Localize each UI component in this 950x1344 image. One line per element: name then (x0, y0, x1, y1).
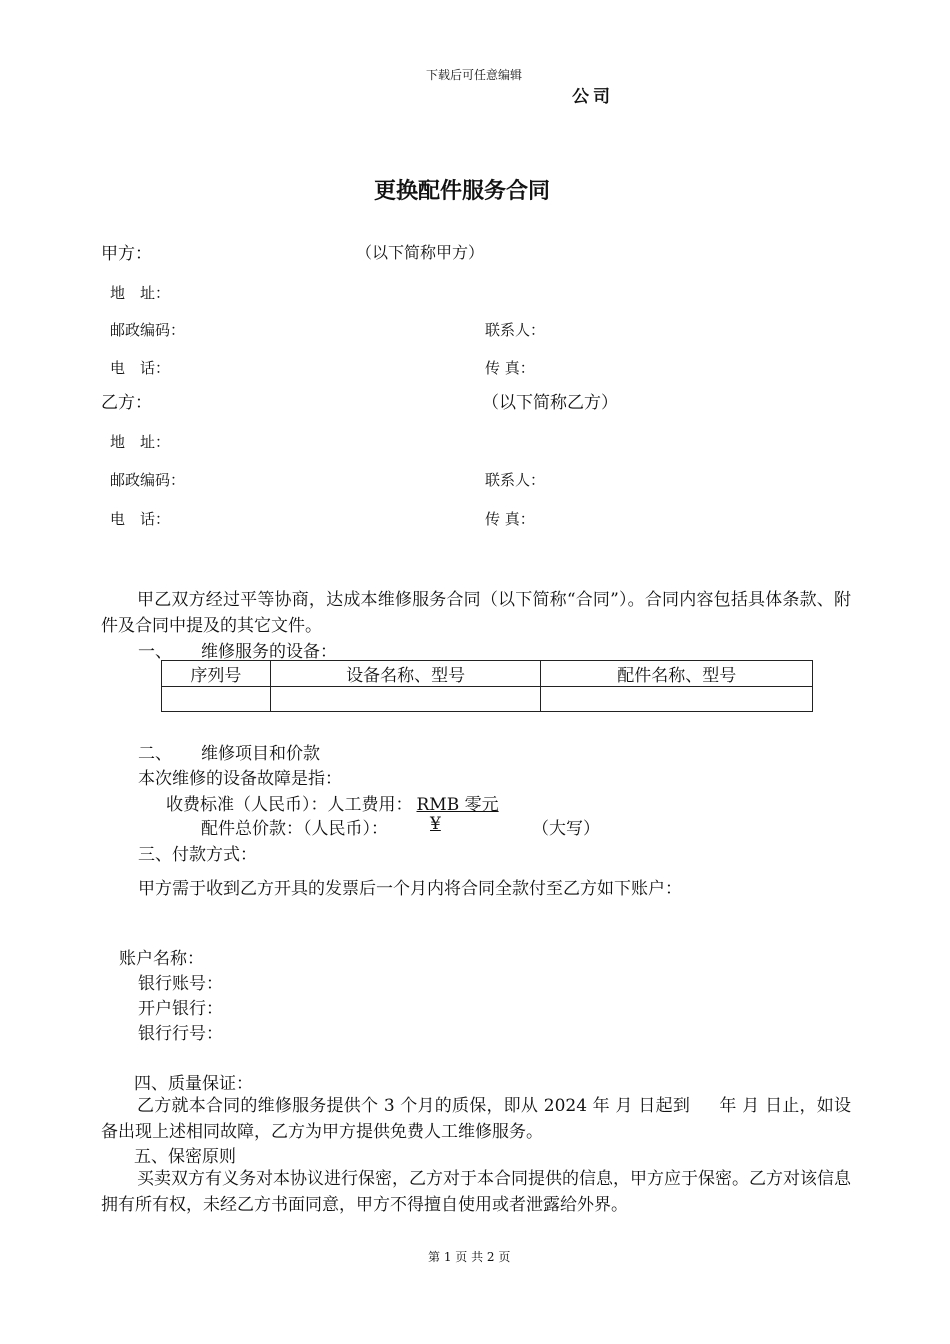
labor-fee-label: 收费标准（人民币）：人工费用： (166, 795, 413, 815)
table-row (162, 687, 813, 712)
table-header-cell: 设备名称、型号 (270, 661, 541, 687)
labor-fee-value: RMB 零元 (416, 795, 499, 815)
party-b-fax-label: 传 真： (485, 510, 535, 528)
party-a-postcode-label: 邮政编码： (110, 321, 186, 339)
party-a-address-label: 地 址： (110, 284, 171, 302)
party-b-alias: （以下简称乙方） (482, 393, 618, 413)
party-a-alias: （以下简称甲方） (356, 243, 485, 262)
page-footer: 第 1 页 共 2 页 (428, 1250, 511, 1264)
account-number-label: 银行账号： (138, 974, 223, 994)
table-cell (541, 687, 813, 712)
warranty-text-part2: 年 月 日止，如设备出现上述相同故障，乙方为甲方提供免费人工维修服务。 (101, 1096, 851, 1142)
bank-name-label: 开户银行： (138, 999, 223, 1019)
header-note: 下载后可任意编辑 (426, 68, 523, 82)
party-b-label: 乙方： (101, 393, 152, 413)
labor-fee-line (166, 790, 507, 815)
company-name: 公司 (572, 87, 614, 107)
party-a-phone-label: 电 话： (110, 359, 171, 377)
parts-price-label: 配件总价款：（人民币）： (201, 819, 388, 839)
warranty-text-part1: 乙方就本合同的维修服务提供个 3 个月的质保，即从 2024 年 月 日起到 (137, 1096, 696, 1116)
confidentiality-paragraph: 买卖双方有义务对本协议进行保密，乙方对于本合同提供的信息，甲方应于保密。乙方对该信息拥有所有权，未经乙方书面同意，甲方不得擅自使用或者泄露给外界。 (101, 1169, 851, 1215)
table-header-cell: 配件名称、型号 (541, 661, 813, 687)
section1-number: 一、 (138, 642, 172, 662)
section2-heading: 维修项目和价款 (201, 744, 320, 764)
table-header-cell: 序列号 (162, 661, 271, 687)
party-a-contact-label: 联系人： (485, 321, 546, 339)
party-b-address-label: 地 址： (110, 433, 171, 451)
section1-heading: 维修服务的设备： (201, 642, 337, 662)
party-a-label: 甲方： (101, 244, 152, 264)
equipment-table (161, 660, 813, 712)
party-a-fax-label: 传 真： (485, 359, 535, 377)
account-name-label: 账户名称： (119, 949, 204, 969)
bank-code-label: 银行行号： (138, 1024, 223, 1044)
section4-heading: 四、质量保证： (134, 1074, 253, 1094)
party-b-postcode-label: 邮政编码： (110, 471, 186, 489)
party-b-phone-label: 电 话： (110, 510, 171, 528)
section3-heading: 三、付款方式： (138, 845, 257, 865)
intro-paragraph: 甲乙双方经过平等协商，达成本维修服务合同（以下简称“合同”）。合同内容包括具体条款、附件及合同中提及的其它文件。 (101, 590, 851, 636)
parts-price-caps: （大写） (532, 819, 600, 839)
payment-text: 甲方需于收到乙方开具的发票后一个月内将合同全款付至乙方如下账户： (138, 879, 682, 899)
parts-price-value: ¥ (430, 814, 441, 834)
warranty-paragraph (101, 1093, 851, 1145)
table-header-row (162, 661, 813, 687)
section5-heading: 五、保密原则 (134, 1147, 236, 1167)
fault-description-label: 本次维修的设备故障是指： (138, 769, 342, 789)
party-b-contact-label: 联系人： (485, 471, 546, 489)
table-cell (270, 687, 541, 712)
document-title: 更换配件服务合同 (374, 179, 551, 204)
section2-number: 二、 (138, 744, 172, 764)
table-cell (162, 687, 271, 712)
